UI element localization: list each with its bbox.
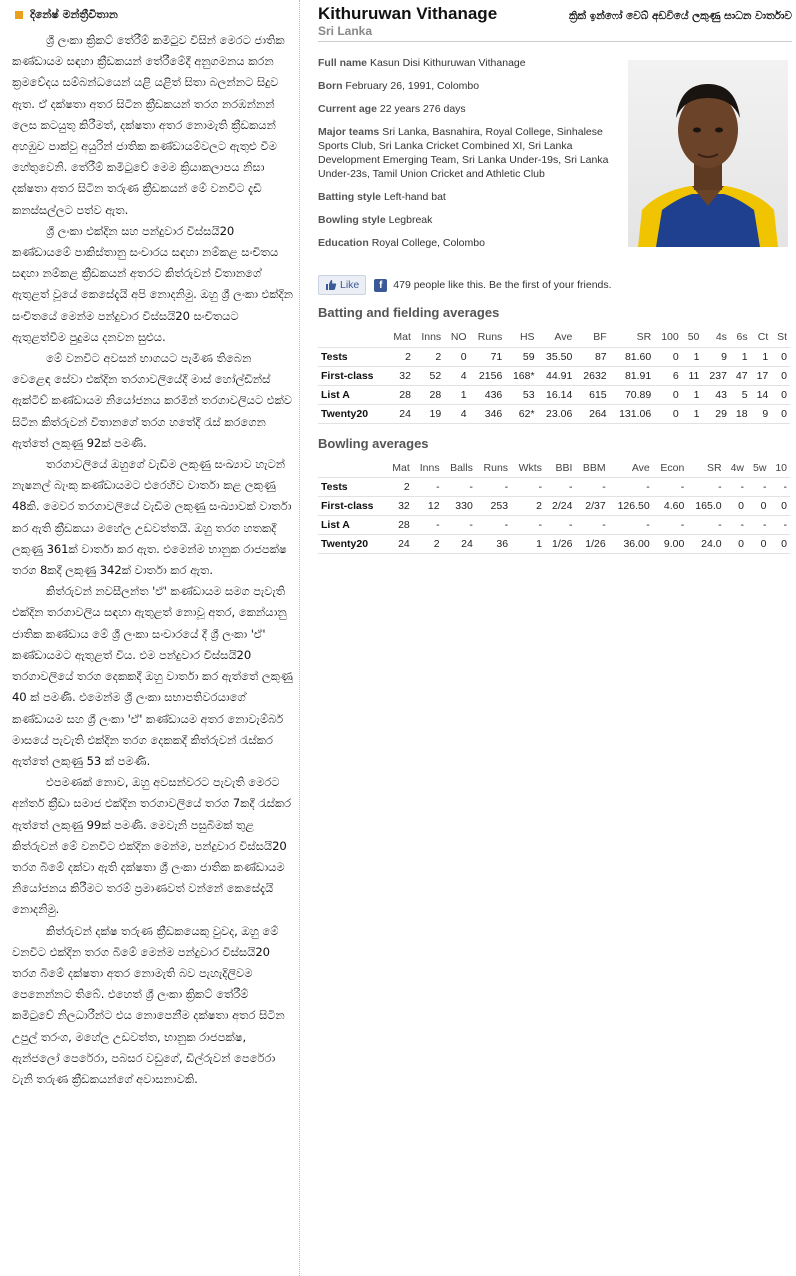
column-header: 4w xyxy=(730,461,745,474)
column-header: NO xyxy=(450,331,467,344)
player-bio xyxy=(318,56,792,271)
table-cell: 253 xyxy=(476,497,511,516)
bio-field-education: Education Royal College, Colombo xyxy=(318,237,485,249)
table-cell: - xyxy=(725,516,747,535)
column-header: St xyxy=(777,331,787,344)
article-paragraph: මේ වනවිට අවසන් භාගයට පැමිණ තිබෙන වෙළෙඳ සේවා එක්දින තරගාවලියේදී මාස් හෝල්ඩින්ස් ඇක්ටිව් කණ්ඩායම නියෝජනය කරමින් තරගාවලියට එක්ව සිටින කිත්රුවන් විතානගේ තරග හතේදී රැස් කරගෙන ඇත්තේ ලකුණු 92ක් පමණි. xyxy=(12,351,292,450)
table-cell: 35.50 xyxy=(538,347,576,366)
table-cell: 126.50 xyxy=(609,497,653,516)
column-header: Ave xyxy=(554,331,573,344)
player-profile xyxy=(318,0,792,554)
thumbs-up-icon xyxy=(325,279,337,291)
table-cell: 24.0 xyxy=(687,535,724,554)
author-row xyxy=(12,6,293,24)
bio-field-major-teams: Major teams Sri Lanka, Basnahira, Royal College, Sinhalese Sports Club, Sri Lanka Cricket Combined XI, Sri Lanka Development Emerging Team, Sri Lanka Under-19s, Sri Lanka Under-23s, Tamil Union Cricket and Athletic Club xyxy=(318,126,609,180)
table-cell: 131.06 xyxy=(610,404,655,423)
table-cell: 17 xyxy=(751,366,772,385)
table-row xyxy=(318,535,790,554)
article-paragraph: එපමණක් නොව, ඔහු අවසන්වරට පැවැති මෙරට අන්තර් ක්‍රීඩා සමාජ එක්දින තරගාවලියේ තරග 7කදී රැස්කර ඇත්තේ ලකුණු 99ක් පමණි. මෙවැනි පසුබිමක් තුළ කිත්රුවන් මේ වනවිට එක්දින මෙන්ම, පන්දුවාර විස්සයි20 තරග බිමේ දක්වා ඇති දක්ෂතා ශ්‍රී ලංකා ජාතික කණ්ඩායම නියෝජනය කිරීමට තරම් ප්‍රමාණවත් වන්නේ කෙසේදැයි නොදනිමු. xyxy=(12,775,292,917)
table-cell: - xyxy=(443,478,476,497)
table-cell: 52 xyxy=(414,366,444,385)
table-cell: 2/37 xyxy=(575,497,608,516)
batting-averages-table xyxy=(318,328,790,424)
table-cell: 0 xyxy=(747,497,769,516)
table-row xyxy=(318,497,790,516)
article-column xyxy=(0,0,300,1276)
table-cell: 81.60 xyxy=(610,347,655,366)
column-header: Inns xyxy=(421,331,442,344)
table-cell: 1 xyxy=(682,404,703,423)
table-cell: 0 xyxy=(771,404,790,423)
table-cell: 9 xyxy=(702,347,730,366)
table-cell: 11 xyxy=(682,366,703,385)
player-name: Kithuruwan Vithanage xyxy=(318,4,498,23)
table-row xyxy=(318,347,790,366)
table-cell: - xyxy=(476,516,511,535)
table-cell: 1 xyxy=(444,385,469,404)
column-header: Ct xyxy=(757,331,769,344)
table-cell: 330 xyxy=(443,497,476,516)
table-cell: - xyxy=(769,478,790,497)
bowling-section-title: Bowling averages xyxy=(318,435,429,451)
column-header: Mat xyxy=(392,461,410,474)
column-header xyxy=(318,459,386,478)
column-header: Wkts xyxy=(518,461,542,474)
row-label[interactable]: First-class xyxy=(318,366,386,385)
table-cell: - xyxy=(575,516,608,535)
table-cell: 4 xyxy=(444,366,469,385)
table-cell: 5 xyxy=(730,385,751,404)
column-header: 100 xyxy=(661,331,679,344)
table-cell: 2632 xyxy=(575,366,609,385)
facebook-icon: f xyxy=(374,279,387,292)
bio-field-bowling-style: Bowling style Legbreak xyxy=(318,214,433,226)
table-cell: 168* xyxy=(505,366,537,385)
table-cell: 2 xyxy=(386,478,413,497)
table-cell: - xyxy=(687,478,724,497)
bio-fields xyxy=(318,56,618,250)
square-bullet-icon xyxy=(15,11,23,19)
bio-field-batting-style: Batting style Left-hand bat xyxy=(318,191,446,203)
column-header: 50 xyxy=(687,331,700,344)
table-cell: 28 xyxy=(386,516,413,535)
table-cell: 0 xyxy=(654,347,682,366)
table-cell: 59 xyxy=(505,347,537,366)
table-cell: 36 xyxy=(476,535,511,554)
player-portrait-icon xyxy=(628,60,788,247)
facebook-like-row xyxy=(318,273,792,297)
column-header: BBI xyxy=(555,461,573,474)
bio-field-full-name: Full name Kasun Disi Kithuruwan Vithanage xyxy=(318,57,526,69)
table-cell: 0 xyxy=(771,347,790,366)
table-cell: - xyxy=(575,478,608,497)
column-header: BBM xyxy=(582,461,606,474)
batting-section-title: Batting and fielding averages xyxy=(318,305,500,320)
table-cell: 2 xyxy=(386,347,414,366)
table-cell: - xyxy=(609,478,653,497)
author-name: දිනේෂ් මන්ත්‍රීවිතාන xyxy=(30,8,118,21)
row-label[interactable]: Twenty20 xyxy=(318,535,386,554)
table-cell: 0 xyxy=(771,385,790,404)
row-label[interactable]: Twenty20 xyxy=(318,404,386,423)
profile-header xyxy=(318,0,792,42)
table-cell: 346 xyxy=(470,404,506,423)
article-paragraph: තරගාවලියේ ඔහුගේ වැඩිම ලකුණු සංඛ්‍යාව හැටන් නැෂනල් බැංකු කණ්ඩායමට එරෙහිව වාර්තා කළ ලකුණු 48කි. මෙවර තරගාවලියේ වැඩිම ලකුණු සංඛ්‍යාවක් වාර්තා කර ඇති ක්‍රීඩකයා මහේල උඩවත්තයි. ඔහු තරග හතකදී ලකුණු 361ක් වාර්තා කර ඇත. එමෙන්ම භානුක රාජපක්ෂ තරග 8කදී ලකුණු 342ක් වාර්තා කර ඇත. xyxy=(12,457,292,578)
table-cell: 436 xyxy=(470,385,506,404)
table-cell: 28 xyxy=(386,385,414,404)
bio-field-current-age: Current age 22 years 276 days xyxy=(318,103,466,115)
table-cell: - xyxy=(413,478,443,497)
table-cell: 4 xyxy=(444,404,469,423)
source-caption: ක්‍රික් ඉන්ෆෝ වෙබ් අඩවියේ ලකුණු සාධන වාර්තාව xyxy=(568,10,792,22)
column-header: Runs xyxy=(477,331,503,344)
row-label[interactable]: Tests xyxy=(318,347,386,366)
table-cell: 12 xyxy=(413,497,443,516)
table-cell: - xyxy=(747,516,769,535)
table-cell: 18 xyxy=(730,404,751,423)
column-header: HS xyxy=(519,331,535,344)
table-cell: 53 xyxy=(505,385,537,404)
table-cell: - xyxy=(545,478,576,497)
row-label[interactable]: Tests xyxy=(318,478,386,497)
table-cell: 0 xyxy=(769,497,790,516)
table-cell: 71 xyxy=(470,347,506,366)
table-cell: 19 xyxy=(414,404,444,423)
row-label[interactable]: List A xyxy=(318,385,386,404)
article-paragraph: කිත්රුවන් දක්ෂ තරුණ ක්‍රීඩකයෙකු වුවද, ඔහු මේ වනවිට එක්දින තරග බිමේ මෙන්ම පන්දුවාර විස්සයි20 තරග බිමේ දක්ෂතා අතර නොමැති බව පැහැදිලිවම පෙනෙන්නට තිබේ. එහෙත් ශ්‍රී ලංකා ක්‍රිකට් තේරීම් කමිටුවේ නිලධාරීන්ට එය නොපෙනීම දක්ෂතා අතර සිටින උපුල් තරංග, මහේල උඩවත්ත, භානුක රාජපක්ෂ, ඇන්ජලෝ පෙරේරා, පබසර වඩුගේ, ඩිල්රුවන් පෙරේරා වැනි තරුණ ක්‍රීඩකයන්ගේ අවාසනාවකි. xyxy=(12,923,285,1086)
column-header: 4s xyxy=(715,331,727,344)
table-row xyxy=(318,516,790,535)
table-cell: 264 xyxy=(575,404,609,423)
table-row xyxy=(318,478,790,497)
column-header: 10 xyxy=(775,461,787,474)
article-paragraph: ශ්‍රී ලංකා එක්දින සහ පන්දුවාර විස්සයි20 කණ්ඩායමේ පාකිස්තානු සංචාරය සඳහා නම්කළ සංචිතය සඳහා නම්කළ ක්‍රීඩකයන් අතරට කිත්රුවන් විතානගේ ඇතුළත් වූයේ කෙසේදැයි අපි නොදනිමු. ඔහු ශ්‍රී ලංකා එක්දින සංචිතයේ මෙන්ම පන්දුවාර විස්සයි20 සංචිතයට ඇතුළත්වීම පුදුමය දනවන සුළුය. xyxy=(12,223,293,344)
column-header: 6s xyxy=(736,331,748,344)
table-cell: 0 xyxy=(769,535,790,554)
table-cell: 29 xyxy=(702,404,730,423)
table-cell: 1/26 xyxy=(545,535,576,554)
table-cell: 9.00 xyxy=(653,535,688,554)
table-row xyxy=(318,404,790,423)
bio-field-born: Born February 26, 1991, Colombo xyxy=(318,80,480,92)
table-header-row xyxy=(318,328,790,347)
table-cell: 237 xyxy=(702,366,730,385)
table-cell: 44.91 xyxy=(538,366,576,385)
table-cell: 81.91 xyxy=(610,366,655,385)
like-count-text: 479 people like this. Be the first of your friends. xyxy=(393,279,612,291)
table-cell: - xyxy=(687,516,724,535)
table-cell: 165.0 xyxy=(687,497,724,516)
table-header-row xyxy=(318,459,790,478)
table-cell: 62* xyxy=(505,404,537,423)
table-cell: 32 xyxy=(386,366,414,385)
article-paragraph: ශ්‍රී ලංකා ක්‍රිකට් තේරීම් කමිටුව විසින් මෙරට ජාතික කණ්ඩායම සඳහා ක්‍රීඩකයන් තේරීමේදී අනුගමනය කරන ක්‍රමවේදය සම්බන්ධයෙන් යළි යළිත් සිතා බලන්නට සිදුව ඇත. ඒ දක්ෂතා අතර සිටින ක්‍රීඩකයන් තරග නරඹන්නන් ලෙස කටයුතු කිරීමත්, දක්ෂතා අතර නොමැති ක්‍රීඩකයන් අහඹුව පාක්වු අයුරින් ජාතික කණ්ඩායම්වලට ඇතුළු වීම හේතුවෙනි. තේරීම් කමිටුවේ මෙම ක්‍රියාකලාපය නිසා දක්ෂතා අතර සිටින තරුණ ක්‍රීඩකයන් මේ වනවිට දැඩි කනස්සල්ලට පත්ව ඇත. xyxy=(12,33,285,217)
table-cell: 0 xyxy=(725,535,747,554)
player-photo xyxy=(628,60,788,247)
table-cell: 24 xyxy=(443,535,476,554)
column-header: SR xyxy=(636,331,652,344)
table-cell: - xyxy=(653,478,688,497)
table-cell: - xyxy=(545,516,576,535)
table-cell: 0 xyxy=(747,535,769,554)
table-cell: 2156 xyxy=(470,366,506,385)
table-cell: - xyxy=(747,478,769,497)
table-cell: - xyxy=(413,516,443,535)
row-label[interactable]: List A xyxy=(318,516,386,535)
table-cell: 1 xyxy=(682,347,703,366)
column-header: 5w xyxy=(753,461,767,474)
like-button[interactable] xyxy=(318,275,366,295)
table-cell: 14 xyxy=(751,385,772,404)
table-cell: 47 xyxy=(730,366,751,385)
table-cell: 32 xyxy=(386,497,413,516)
table-cell: 2 xyxy=(414,347,444,366)
table-cell: 9 xyxy=(751,404,772,423)
table-cell: - xyxy=(511,478,545,497)
table-cell: 16.14 xyxy=(538,385,576,404)
table-cell: 0 xyxy=(771,366,790,385)
table-row xyxy=(318,385,790,404)
table-cell: 43 xyxy=(702,385,730,404)
table-cell: - xyxy=(653,516,688,535)
table-cell: 0 xyxy=(654,404,682,423)
table-cell: 1 xyxy=(682,385,703,404)
table-cell: 2 xyxy=(413,535,443,554)
table-cell: - xyxy=(443,516,476,535)
column-header: BF xyxy=(593,331,607,344)
table-cell: 1/26 xyxy=(575,535,608,554)
table-cell: 87 xyxy=(575,347,609,366)
column-header: SR xyxy=(706,461,722,474)
table-cell: 1 xyxy=(751,347,772,366)
table-cell: 23.06 xyxy=(538,404,576,423)
like-button-label: Like xyxy=(340,279,360,291)
table-cell: 0 xyxy=(444,347,469,366)
column-header: Runs xyxy=(483,461,509,474)
table-cell: 4.60 xyxy=(653,497,688,516)
bowling-averages-table xyxy=(318,459,790,555)
column-header: Mat xyxy=(393,331,411,344)
table-cell: 1 xyxy=(511,535,545,554)
table-cell: 24 xyxy=(386,535,413,554)
column-header: Inns xyxy=(419,461,440,474)
article-paragraph: කිත්රුවන් නවසීලන්ත 'ඒ' කණ්ඩායම සමග පැවැති එක්දින තරගාවලිය සඳහා ඇතුළත් නොවූ අතර, කෙන්යානු ජාතික කණ්ඩාය මේ ශ්‍රී ලංකා සංචාරයේ දී ශ්‍රී ලංකා 'ඒ' කණ්ඩායමට ඇතුළත් විය. එම පන්දුවාර විස්සයි20 තරගාවලියේ තරග දෙකකදී ඔහු වාර්තා කර ඇත්තේ ලකුණු 40 ක් පමණි. එමෙන්ම ශ්‍රී ලංකා සභාපතිවරයාගේ කණ්ඩායම සහ ශ්‍රී ලංකා 'ඒ' කණ්ඩායම අතර නොවැම්බර් මාසයේ පැවැති එක්දින තරග දෙකකදී කිත්රුවන් රැස්කර ඇත්තේ ලකුණු 53 ක් පමණි. xyxy=(12,584,293,768)
table-row xyxy=(318,366,790,385)
table-cell: - xyxy=(511,516,545,535)
table-cell: - xyxy=(476,478,511,497)
table-cell: 0 xyxy=(725,497,747,516)
table-cell: - xyxy=(769,516,790,535)
table-cell: 1 xyxy=(730,347,751,366)
table-cell: 0 xyxy=(654,385,682,404)
column-header: Ave xyxy=(631,461,650,474)
table-cell: - xyxy=(725,478,747,497)
table-cell: 615 xyxy=(575,385,609,404)
table-cell: 2 xyxy=(511,497,545,516)
table-cell: 6 xyxy=(654,366,682,385)
table-cell: 2/24 xyxy=(545,497,576,516)
table-cell: 70.89 xyxy=(610,385,655,404)
player-country[interactable]: Sri Lanka xyxy=(318,24,373,38)
column-header: Econ xyxy=(660,461,685,474)
column-header: Balls xyxy=(450,461,473,474)
table-cell: 28 xyxy=(414,385,444,404)
table-cell: 24 xyxy=(386,404,414,423)
column-header xyxy=(318,328,386,347)
table-cell: - xyxy=(609,516,653,535)
row-label[interactable]: First-class xyxy=(318,497,386,516)
table-cell: 36.00 xyxy=(609,535,653,554)
